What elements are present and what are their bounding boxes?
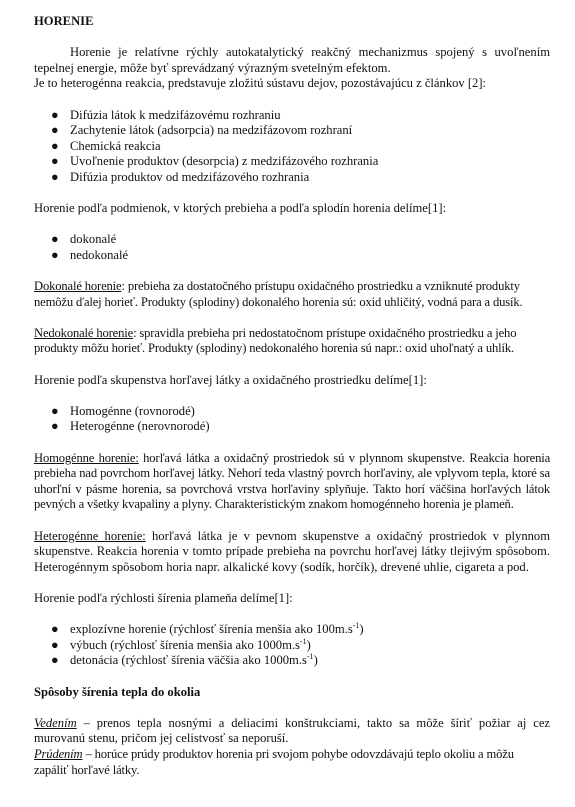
incomplete-combustion-term: Nedokonalé horenie (34, 325, 134, 340)
bullet-icon: ● (51, 247, 59, 262)
speed-intro: Horenie podľa rýchlosti šírenia plameňa delíme[1]: (34, 590, 293, 605)
conditions-intro: Horenie podľa podmienok, v ktorých prebieha a podľa splodín horenia delíme[1]: (34, 201, 447, 216)
list-item: ● nedokonalé (51, 247, 129, 262)
bullet-icon: ● (51, 403, 59, 418)
reaction-steps-list (34, 108, 550, 186)
conduction-paragraph: Vedením – prenos tepla nosnými a deliacimi konštrukciami, takto sa môže šíriť požiar aj cez murovanú stenu, pričom jej celistvosť sa neporuší. (34, 715, 550, 746)
list-item: ● detonácia (rýchlosť šírenia väčšia ako $1000m.s^{-1}$) (51, 652, 318, 668)
bullet-icon: ● (51, 169, 59, 184)
intro-line-2: Je to heterogénna reakcia, predstavuje zložitú sústavu dejov, pozostávajúcu z článkov [2]: (34, 76, 487, 91)
document-title: HORENIE (34, 14, 94, 28)
convection-paragraph: Prúdením – horúce prúdy produktov horenia pri svojom pohybe odovzdávajú teplo okoliu a môžu zapáliť horľavé látky. (34, 746, 514, 777)
homogeneous-paragraph: Homogénne horenie: horľavá látka a oxidačný prostriedok sú v plynnom skupenstve. Reakcia horenia prebieha nad povrchom horľavej látky. Nehorí teda vlastný povrch horľaviny, ale vplyvom tepla, ktoré sa uhorľní v pásme horenia, sa povrchová vrstva horľaviny splyňuje. Takto horí väčšina horľavých látok pevných a všetky kvapaliny a plyny. Charakteristickým znakom homogénneho horenia je plameň. (34, 450, 551, 512)
list-item: ● Chemická reakcia (51, 138, 161, 153)
incomplete-combustion-paragraph: Nedokonalé horenie: spravidla prebieha pri nedostatočnom prístupe oxidačného prostriedku a jeho produkty môžu horieť. Produkty (splodiny) nedokonalého horenia sú napr.: oxid uhoľnatý a uhlík. (34, 325, 517, 356)
heterogeneous-paragraph: Heterogénne horenie: horľavá látka je v pevnom skupenstve a oxidačný prostriedok v plynnom skupenstve. Reakcia horenia v tomto prípade prebieha na povrchu horľavej látky tlejivým spôsobom. Heterogénnym spôsobom horia napr. alkalické kovy (sodík, horčík), drevené uhlie, cigareta a pod. (34, 528, 550, 574)
bullet-icon: ● (51, 107, 59, 122)
intro-paragraph: Horenie je relatívne rýchly autokatalytický reakčný mechanizmus spojený s uvoľnením tepelnej energie, môže byť sprevádzaný výrazným svetelným efektom. (34, 45, 550, 75)
complete-combustion-paragraph: Dokonalé horenie: prebieha za dostatočného prístupu oxidačného prostriedku a vzniknuté produkty nemôžu ďalej horieť. Produkty (splodiny) dokonalého horenia sú: oxid uhličitý, vodná para a dusík. (34, 279, 523, 309)
list-item: ● Heterogénne (nerovnorodé) (51, 419, 210, 434)
speed-list (34, 622, 550, 669)
list-item: ● Difúzia látok k medzifázovému rozhraniu (51, 107, 281, 122)
list-item: ● Difúzia produktov od medzifázového rozhrania (51, 169, 310, 184)
bullet-icon: ● (51, 653, 59, 668)
bullet-icon: ● (51, 123, 59, 138)
phase-intro: Horenie podľa skupenstva horľavej látky a oxidačného prostriedku delíme[1]: (34, 372, 427, 387)
bullet-icon: ● (51, 138, 59, 153)
bullet-icon: ● (51, 154, 59, 169)
list-item: ● Uvoľnenie produktov (desorpcia) z medzifázového rozhrania (51, 154, 379, 169)
convection-term: Prúdením (34, 746, 83, 761)
bullet-icon: ● (51, 622, 59, 637)
conduction-term: Vedením (34, 715, 77, 730)
bullet-icon: ● (51, 637, 59, 652)
list-item: ● dokonalé (51, 232, 117, 247)
heterogeneous-term: Heterogénne horenie: (34, 528, 146, 543)
document-page (34, 14, 550, 778)
heat-section-title: Spôsoby šírenia tepla do okolia (34, 684, 201, 699)
bullet-icon: ● (51, 232, 59, 247)
list-item: ● výbuch (rýchlosť šírenia menšia ako $1000m.s^{-1}$) (51, 636, 311, 652)
homogeneous-term: Homogénne horenie: (34, 450, 139, 465)
complete-combustion-term: Dokonalé horenie (34, 279, 122, 294)
list-item: ● Homogénne (rovnorodé) (51, 403, 195, 418)
phase-list (34, 404, 550, 435)
conditions-list (34, 232, 550, 263)
list-item: ● explozívne horenie (rýchlosť šírenia menšia ako $100m.s^{-1}$) (51, 621, 364, 637)
bullet-icon: ● (51, 419, 59, 434)
list-item: ● Zachytenie látok (adsorpcia) na medzifázovom rozhraní (51, 123, 353, 138)
